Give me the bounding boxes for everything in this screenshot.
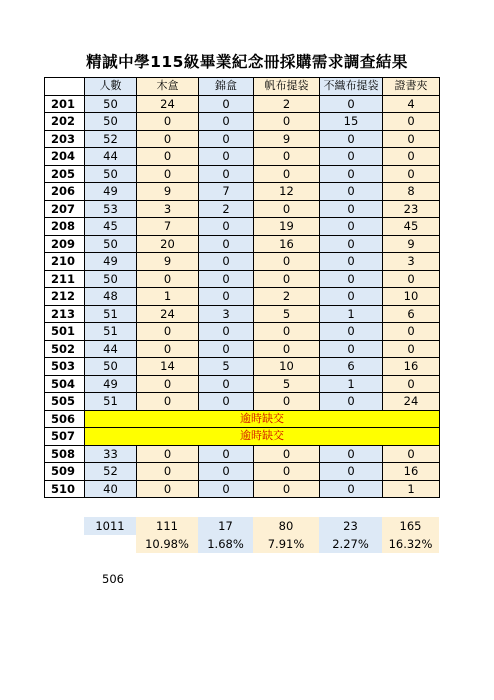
table-cell: 0 xyxy=(137,445,199,463)
corner-cell xyxy=(45,78,85,96)
table-cell: 6 xyxy=(383,305,440,323)
table-cell: 2 xyxy=(254,288,320,306)
table-cell: 0 xyxy=(383,375,440,393)
table-cell: 44 xyxy=(85,148,137,166)
table-cell: 0 xyxy=(137,165,199,183)
table-cell: 3 xyxy=(137,200,199,218)
table-cell: 4 xyxy=(383,95,440,113)
class-number: 206 xyxy=(45,183,85,201)
table-cell: 0 xyxy=(320,148,383,166)
table-cell: 1 xyxy=(137,288,199,306)
table-cell: 1 xyxy=(383,480,440,498)
table-cell: 7 xyxy=(137,218,199,236)
table-cell: 5 xyxy=(254,375,320,393)
table-row xyxy=(45,463,440,481)
class-number: 510 xyxy=(45,480,85,498)
table-cell: 0 xyxy=(320,200,383,218)
table-cell: 0 xyxy=(383,445,440,463)
table-cell: 51 xyxy=(85,393,137,411)
table-row xyxy=(45,340,440,358)
total-nonwoven-bag: 23 xyxy=(319,517,382,535)
table-cell: 0 xyxy=(320,270,383,288)
class-number: 505 xyxy=(45,393,85,411)
class-number: 201 xyxy=(45,95,85,113)
table-cell: 0 xyxy=(320,235,383,253)
table-cell: 49 xyxy=(85,253,137,271)
table-cell: 24 xyxy=(383,393,440,411)
table-cell: 0 xyxy=(137,393,199,411)
table-row xyxy=(45,358,440,376)
table-cell: 0 xyxy=(199,393,254,411)
class-number: 202 xyxy=(45,113,85,131)
table-cell: 0 xyxy=(254,340,320,358)
table-row xyxy=(45,288,440,306)
table-cell: 24 xyxy=(137,95,199,113)
survey-table xyxy=(44,77,440,498)
pct-nonwoven-bag: 2.27% xyxy=(319,535,382,553)
class-number: 501 xyxy=(45,323,85,341)
table-cell: 0 xyxy=(383,165,440,183)
header-certificate-folder: 證書夾 xyxy=(383,78,440,96)
table-cell: 0 xyxy=(320,340,383,358)
table-cell: 0 xyxy=(383,148,440,166)
table-row xyxy=(45,200,440,218)
table-cell: 24 xyxy=(137,305,199,323)
table-cell: 0 xyxy=(137,463,199,481)
table-row xyxy=(45,235,440,253)
table-cell: 45 xyxy=(85,218,137,236)
table-row xyxy=(45,270,440,288)
class-number: 507 xyxy=(45,428,85,446)
table-cell: 5 xyxy=(254,305,320,323)
table-cell: 5 xyxy=(199,358,254,376)
table-cell: 0 xyxy=(199,270,254,288)
table-cell: 0 xyxy=(320,218,383,236)
table-cell: 0 xyxy=(320,95,383,113)
table-row xyxy=(45,130,440,148)
table-cell: 0 xyxy=(320,165,383,183)
table-row xyxy=(45,445,440,463)
table-cell: 0 xyxy=(199,148,254,166)
table-cell: 6 xyxy=(320,358,383,376)
total-brocade-box: 17 xyxy=(198,517,253,535)
percentage-row xyxy=(84,535,439,553)
table-cell: 53 xyxy=(85,200,137,218)
table-cell: 0 xyxy=(383,130,440,148)
pct-brocade-box: 1.68% xyxy=(198,535,253,553)
pct-wooden-box: 10.98% xyxy=(136,535,198,553)
table-cell: 16 xyxy=(383,463,440,481)
header-canvas-bag: 帆布提袋 xyxy=(254,78,320,96)
total-wooden-box: 111 xyxy=(136,517,198,535)
table-cell: 0 xyxy=(383,113,440,131)
table-cell: 50 xyxy=(85,235,137,253)
table-cell: 0 xyxy=(383,340,440,358)
table-cell: 0 xyxy=(137,480,199,498)
table-cell: 52 xyxy=(85,130,137,148)
table-cell: 49 xyxy=(85,183,137,201)
table-row xyxy=(45,480,440,498)
table-cell: 0 xyxy=(199,480,254,498)
table-cell: 19 xyxy=(254,218,320,236)
table-cell: 3 xyxy=(199,305,254,323)
header-row xyxy=(45,78,440,96)
table-cell: 10 xyxy=(254,358,320,376)
table-row xyxy=(45,253,440,271)
table-cell: 0 xyxy=(254,253,320,271)
table-cell: 0 xyxy=(254,148,320,166)
table-cell: 0 xyxy=(254,463,320,481)
table-cell: 0 xyxy=(137,113,199,131)
table-cell: 0 xyxy=(199,253,254,271)
table-cell: 0 xyxy=(137,148,199,166)
table-cell: 9 xyxy=(137,183,199,201)
table-row xyxy=(45,393,440,411)
table-cell: 0 xyxy=(383,270,440,288)
class-number: 508 xyxy=(45,445,85,463)
table-cell: 9 xyxy=(383,235,440,253)
table-cell: 0 xyxy=(254,393,320,411)
table-row xyxy=(45,148,440,166)
table-cell: 0 xyxy=(383,323,440,341)
table-cell: 3 xyxy=(383,253,440,271)
table-cell: 50 xyxy=(85,358,137,376)
table-cell: 51 xyxy=(85,323,137,341)
table-cell: 0 xyxy=(254,165,320,183)
late-submission-notice: 逾時缺交 xyxy=(85,410,440,428)
table-cell: 50 xyxy=(85,165,137,183)
table-cell: 0 xyxy=(199,323,254,341)
table-cell: 50 xyxy=(85,113,137,131)
late-submission-notice: 逾時缺交 xyxy=(85,428,440,446)
table-cell: 1 xyxy=(320,305,383,323)
class-number: 209 xyxy=(45,235,85,253)
percentage-blank xyxy=(84,535,136,553)
table-row xyxy=(45,305,440,323)
table-cell: 12 xyxy=(254,183,320,201)
class-number: 205 xyxy=(45,165,85,183)
table-cell: 10 xyxy=(383,288,440,306)
table-cell: 0 xyxy=(137,323,199,341)
total-certificate-folder: 165 xyxy=(382,517,439,535)
table-cell: 40 xyxy=(85,480,137,498)
table-row xyxy=(45,218,440,236)
table-row xyxy=(45,183,440,201)
table-cell: 0 xyxy=(320,393,383,411)
class-number: 203 xyxy=(45,130,85,148)
table-cell: 50 xyxy=(85,95,137,113)
table-cell: 0 xyxy=(320,253,383,271)
header-headcount: 人數 xyxy=(85,78,137,96)
table-cell: 7 xyxy=(199,183,254,201)
total-canvas-bag: 80 xyxy=(253,517,319,535)
table-cell: 0 xyxy=(199,130,254,148)
table-cell: 0 xyxy=(137,270,199,288)
table-cell: 0 xyxy=(199,95,254,113)
table-cell: 50 xyxy=(85,270,137,288)
table-cell: 0 xyxy=(199,288,254,306)
header-brocade-box: 錦盒 xyxy=(199,78,254,96)
class-number: 506 xyxy=(45,410,85,428)
table-cell: 51 xyxy=(85,305,137,323)
table-cell: 0 xyxy=(137,130,199,148)
class-number: 504 xyxy=(45,375,85,393)
table-cell: 0 xyxy=(199,165,254,183)
table-cell: 33 xyxy=(85,445,137,463)
table-cell: 1 xyxy=(320,375,383,393)
class-number: 213 xyxy=(45,305,85,323)
class-number: 503 xyxy=(45,358,85,376)
table-cell: 15 xyxy=(320,113,383,131)
table-cell: 23 xyxy=(383,200,440,218)
table-cell: 16 xyxy=(383,358,440,376)
pct-certificate-folder: 16.32% xyxy=(382,535,439,553)
footer-note: 506 xyxy=(102,572,124,586)
table-cell: 52 xyxy=(85,463,137,481)
table-cell: 16 xyxy=(254,235,320,253)
class-number: 212 xyxy=(45,288,85,306)
table-cell: 45 xyxy=(383,218,440,236)
table-row xyxy=(45,375,440,393)
table-cell: 20 xyxy=(137,235,199,253)
page-title: 精誠中學115級畢業紀念冊採購需求調查結果 xyxy=(86,53,408,71)
table-cell: 0 xyxy=(254,200,320,218)
table-cell: 0 xyxy=(320,323,383,341)
table-cell: 0 xyxy=(199,235,254,253)
table-row xyxy=(45,165,440,183)
table-cell: 0 xyxy=(320,445,383,463)
table-row xyxy=(45,95,440,113)
table-row xyxy=(45,323,440,341)
table-cell: 0 xyxy=(199,375,254,393)
table-cell: 14 xyxy=(137,358,199,376)
table-cell: 0 xyxy=(320,463,383,481)
pct-canvas-bag: 7.91% xyxy=(253,535,319,553)
table-cell: 0 xyxy=(320,288,383,306)
table-cell: 44 xyxy=(85,340,137,358)
class-number: 210 xyxy=(45,253,85,271)
table-cell: 2 xyxy=(254,95,320,113)
header-wooden-box: 木盒 xyxy=(137,78,199,96)
table-row xyxy=(45,410,440,428)
table-cell: 0 xyxy=(254,270,320,288)
table-cell: 2 xyxy=(199,200,254,218)
table-cell: 9 xyxy=(254,130,320,148)
class-number: 204 xyxy=(45,148,85,166)
class-number: 502 xyxy=(45,340,85,358)
table-cell: 0 xyxy=(320,480,383,498)
header-nonwoven-bag: 不織布提袋 xyxy=(320,78,383,96)
table-cell: 48 xyxy=(85,288,137,306)
table-cell: 0 xyxy=(320,183,383,201)
table-cell: 0 xyxy=(254,323,320,341)
table-cell: 0 xyxy=(199,463,254,481)
class-number: 509 xyxy=(45,463,85,481)
table-cell: 8 xyxy=(383,183,440,201)
table-cell: 0 xyxy=(254,445,320,463)
table-cell: 0 xyxy=(254,113,320,131)
table-row xyxy=(45,428,440,446)
table-cell: 0 xyxy=(199,340,254,358)
summary-table xyxy=(84,517,439,553)
totals-row xyxy=(84,517,439,535)
total-headcount: 1011 xyxy=(84,517,136,535)
class-number: 211 xyxy=(45,270,85,288)
table-cell: 9 xyxy=(137,253,199,271)
table-cell: 49 xyxy=(85,375,137,393)
table-cell: 0 xyxy=(199,445,254,463)
table-row xyxy=(45,113,440,131)
table-cell: 0 xyxy=(199,113,254,131)
table-body xyxy=(45,95,440,498)
table-cell: 0 xyxy=(137,340,199,358)
class-number: 208 xyxy=(45,218,85,236)
class-number: 207 xyxy=(45,200,85,218)
table-cell: 0 xyxy=(254,480,320,498)
table-cell: 0 xyxy=(137,375,199,393)
table-cell: 0 xyxy=(199,218,254,236)
table-cell: 0 xyxy=(320,130,383,148)
